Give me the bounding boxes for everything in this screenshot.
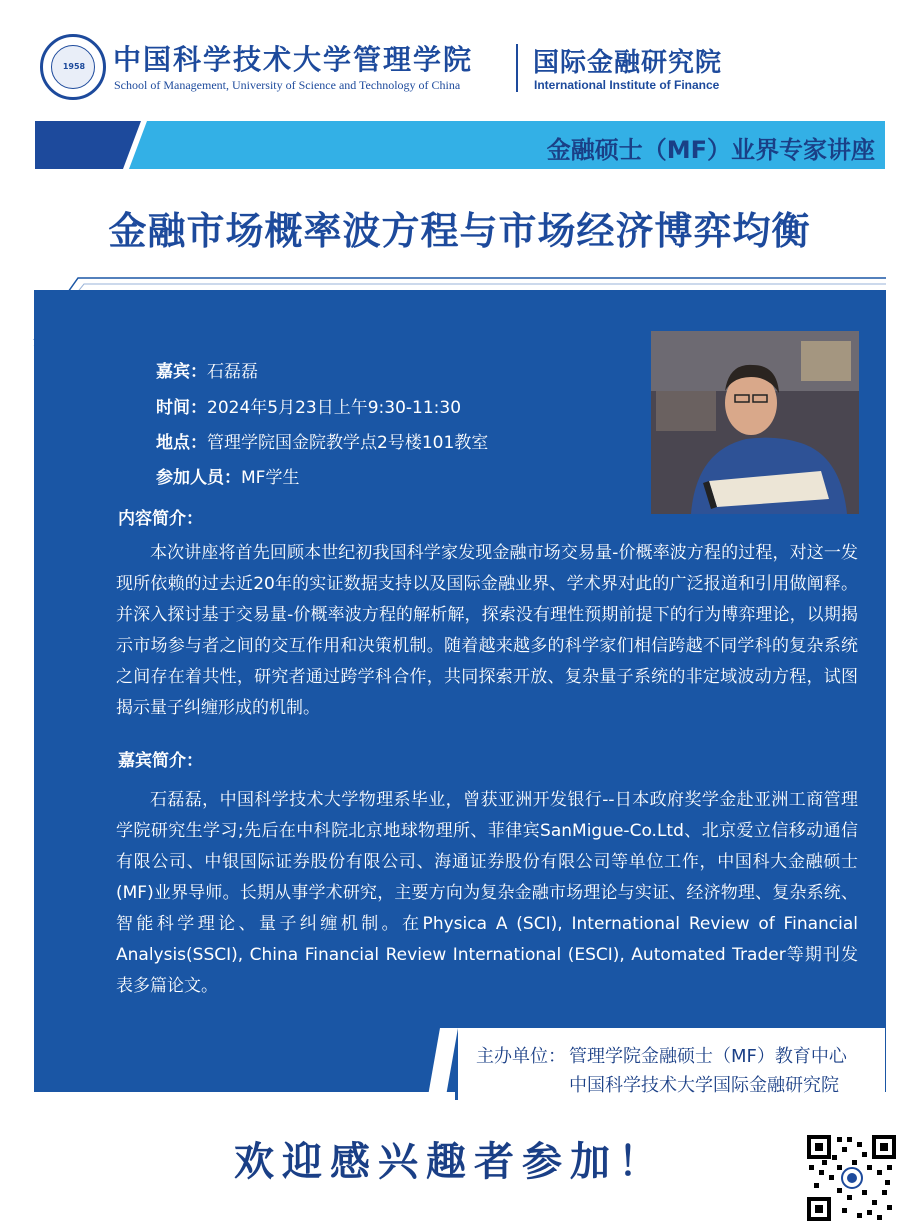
guest-value: 石磊磊	[207, 362, 258, 382]
audience-row	[156, 463, 299, 488]
seal-inner-emblem	[51, 45, 95, 89]
audience-value: MF学生	[241, 468, 300, 488]
institute-name-cn: 国际金融研究院	[533, 48, 723, 78]
place-row	[156, 428, 488, 453]
school-name-en: School of Management, University of Science and Technology of China	[114, 78, 461, 92]
institute-name-en: International Institute of Finance	[534, 78, 720, 92]
organizer-line-1: 管理学院金融硕士（MF）教育中心	[569, 1046, 847, 1067]
bio-section-title: 嘉宾简介：	[118, 751, 203, 771]
speaker-photo	[651, 331, 859, 514]
school-seal-logo	[40, 34, 106, 100]
series-banner-text: 金融硕士（MF）业界专家讲座	[546, 136, 875, 164]
time-value: 2024年5月23日上午9:30-11:30	[207, 398, 462, 418]
guest-label: 嘉宾：	[156, 362, 207, 382]
organizer-label: 主办单位：	[476, 1046, 566, 1067]
content-section-title: 内容简介：	[118, 509, 203, 529]
place-value: 管理学院国金院教学点2号楼101教室	[207, 433, 489, 453]
audience-label: 参加人员：	[156, 468, 241, 488]
header	[0, 0, 919, 110]
school-name-cn: 中国科学技术大学管理学院	[113, 43, 474, 76]
bio-paragraph: 石磊磊，中国科学技术大学物理系毕业，曾获亚洲开发银行--日本政府奖学金赴亚洲工商管理学院研究生学习;先后在中科院北京地球物理所、菲律宾SanMigue-Co.Ltd、北京爱立信移动通信有限公司、中银国际证券股份有限公司、海通证券股份有限公司等单位工作，中国科大金融硕士(MF)业界导师。长期从事学术研究，主要方向为复杂金融市场理论与实证、经济物理、复杂系统、智能科学理论、量子纠缠机制。在Physica A (SCI), International Review of Financial Analysis(SSCI), China Financial Review International (ESCI), Automated Trader等期刊发表多篇论文。	[116, 790, 858, 996]
place-label: 地点：	[156, 433, 207, 453]
content-paragraph: 本次讲座将首先回顾本世纪初我国科学家发现金融市场交易量-价概率波方程的过程，对这一发现所依赖的过去近20年的实证数据支持以及国际金融业界、学术界对此的广泛报道和引用做阐释。并深入探讨基于交易量-价概率波方程的解析解，探索没有理性预期前提下的行为博弈理论，以期揭示市场参与者之间的交互作用和决策机制。随着越来越多的科学家们相信跨越不同学科的复杂系统之间存在着共性，研究者通过跨学科合作，共同探索开放、复杂量子系统的非定域波动方程，试图揭示量子纠缠形成的机制。	[116, 543, 858, 718]
qr-code-icon[interactable]	[805, 1133, 898, 1223]
time-label: 时间：	[156, 398, 207, 418]
header-divider	[516, 44, 518, 92]
welcome-slogan: 欢迎感兴趣者参加！	[234, 1138, 666, 1185]
time-row	[156, 393, 461, 418]
organizer-box	[455, 1028, 885, 1100]
lecture-title: 金融市场概率波方程与市场经济博弈均衡	[108, 209, 811, 253]
organizer-line-2: 中国科学技术大学国际金融研究院	[569, 1075, 839, 1096]
guest-row	[156, 357, 258, 382]
series-banner	[35, 121, 885, 169]
seal-year: 1958	[62, 62, 86, 71]
